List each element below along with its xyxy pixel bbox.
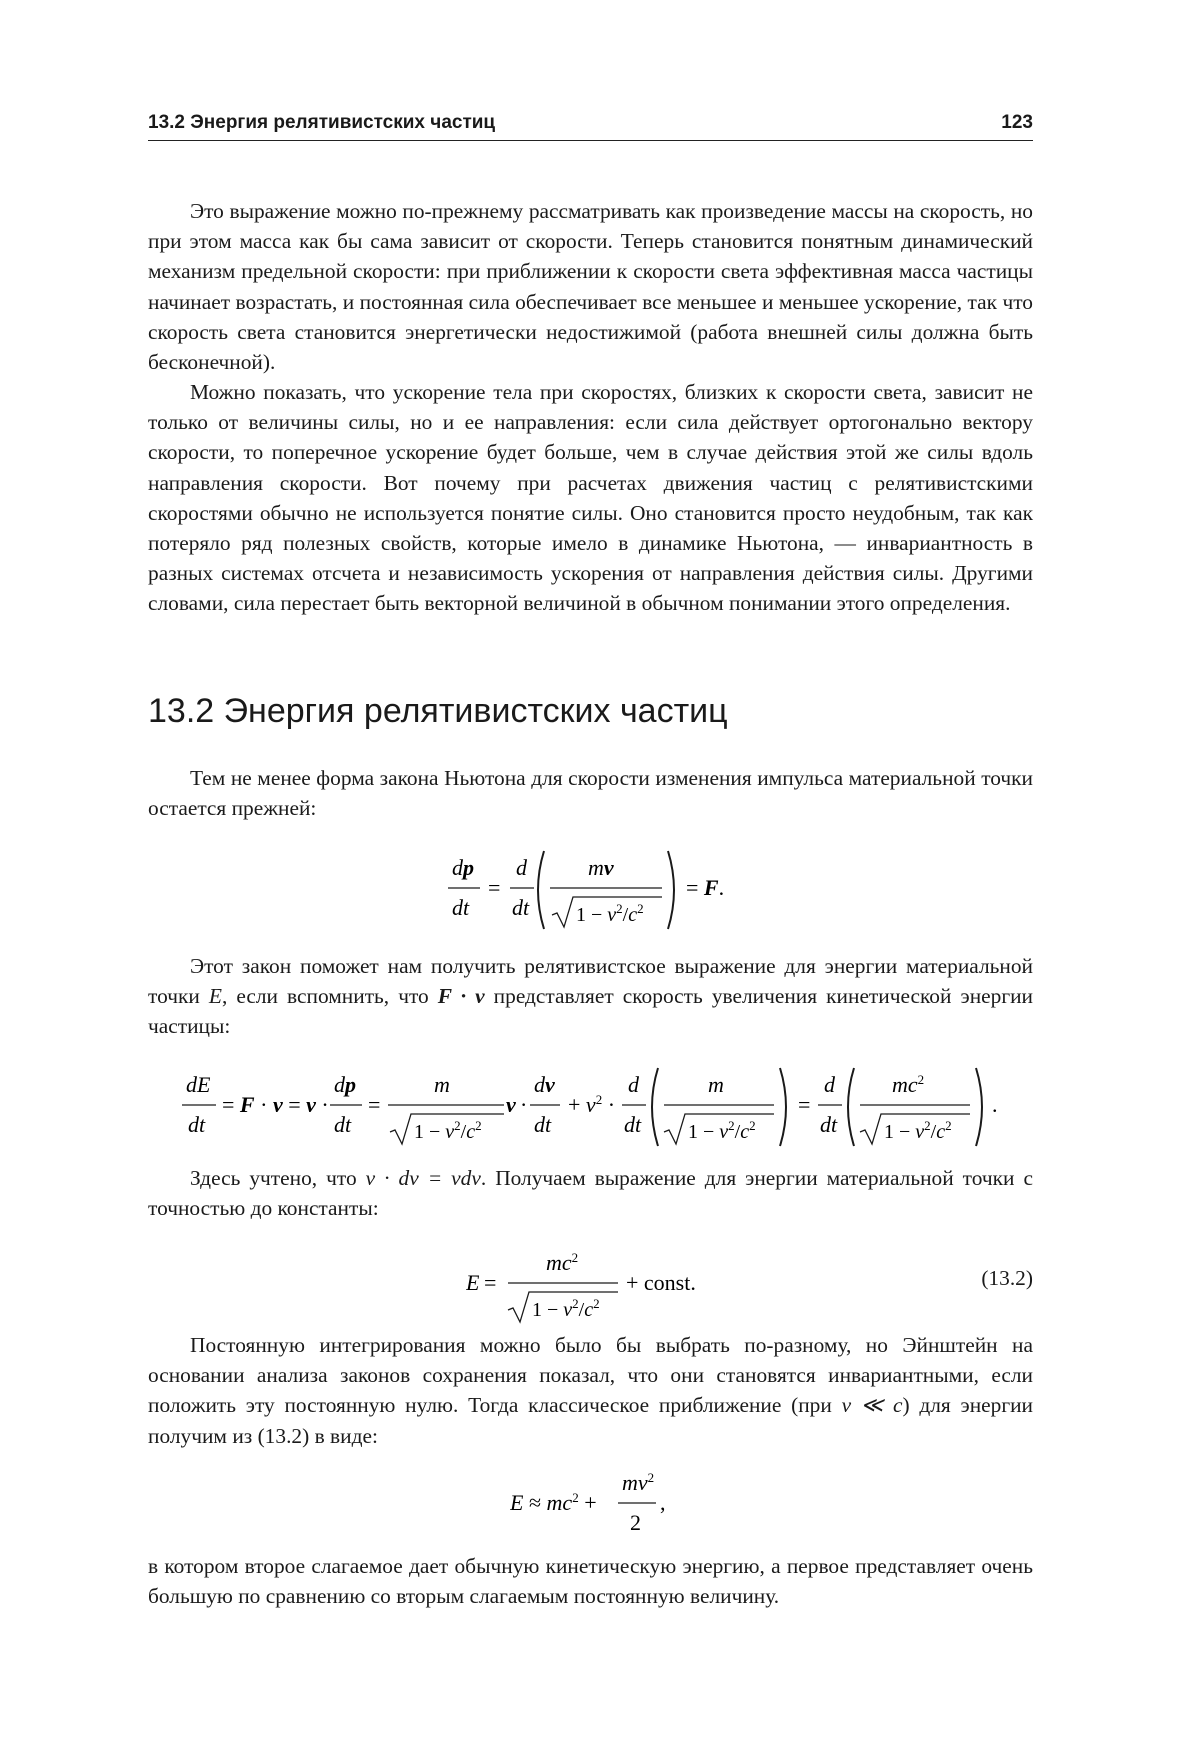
svg-text:dt: dt — [624, 1112, 642, 1137]
svg-text:dE: dE — [186, 1072, 211, 1097]
svg-text:E ≈ mc2 +: $E \approx mc^2$ + — [510, 1490, 597, 1515]
text-run: , если вспомнить, что — [221, 984, 438, 1009]
svg-text:= F.: = F. — [686, 875, 725, 900]
svg-text:d: d — [628, 1072, 639, 1097]
svg-text:dt: dt — [512, 895, 530, 920]
svg-text:dt: dt — [334, 1112, 352, 1137]
svg-text:E: E — [466, 1270, 480, 1295]
symbol-F-dot-v: F · v — [437, 984, 485, 1009]
svg-text:dt: dt — [820, 1112, 838, 1137]
paragraph-energy-intro — [148, 951, 1033, 1042]
paragraph-einstein — [148, 1330, 1033, 1451]
svg-text:=: = — [368, 1092, 381, 1117]
symbol-E: E — [208, 984, 222, 1009]
equation-classical — [510, 1468, 690, 1538]
paragraph-newton-law: Тем не менее форма закона Ньютона для скорости изменения импульса материальной точки остается прежней: — [148, 766, 1033, 821]
svg-text:+ const.: + const. — [626, 1270, 696, 1295]
svg-text:1 − v2/c2: $1 - v^2/c^2$ — [532, 1296, 600, 1321]
svg-text:mv2: $mv^2$ — [622, 1470, 655, 1495]
svg-text:mc2: $mc^2$ — [892, 1072, 925, 1097]
svg-text:1 − v2/c2: $1 - v^2/c^2$ — [414, 1118, 482, 1143]
svg-text:dp: dp — [452, 855, 474, 880]
equation-number: (13.2) — [981, 1266, 1033, 1290]
svg-text:m: m — [434, 1072, 450, 1097]
paragraph-constant — [148, 1163, 1033, 1223]
page-number: 123 — [1001, 112, 1033, 133]
equation-energy — [466, 1248, 716, 1328]
text-run: . Получаем выражение для энергии материальной точки с точностью до константы: — [148, 1166, 1033, 1221]
symbol-v-much-less-c: v ≪ c — [841, 1393, 903, 1418]
svg-text:mc2: $mc^2$ — [546, 1250, 579, 1275]
svg-text:dp: dp — [334, 1072, 356, 1097]
svg-text:d: d — [824, 1072, 835, 1097]
text-run: Этот закон поможет нам получить релятивистское выражение для энергии материальной точки — [148, 954, 1033, 1009]
text-run: представляет скорость увеличения кинетической энергии частицы: — [148, 984, 1033, 1039]
svg-text:mv: mv — [588, 855, 614, 880]
svg-text:+ v2 ·: + $v^2$ · — [568, 1092, 616, 1117]
svg-text:=: = — [798, 1092, 811, 1117]
svg-text:2: 2 — [630, 1510, 641, 1535]
paragraph-force-direction: Можно показать, что ускорение тела при скоростях, близких к скорости света, зависит не только от величины силы, но и ее направления: если сила действует ортогонально вектору скорости, то поперечное ускорение будет больше, чем в случае действия этой же силы вдоль направления скорости. Вот почему при расчетах движения частиц с релятивистскими скоростями обычно не используется понятие силы. Оно становится просто неудобным, так как потеряло ряд полезных свойств, которые имело в динамике Ньютона, — инвариантность в разных системах отсчета и независимость ускорения от направления действия силы. Другими словами, сила перестает быть векторной величиной в обычном понимании этого определения. — [148, 380, 1033, 616]
book-page — [148, 0, 1033, 1754]
equation-energy-rate — [182, 1062, 1002, 1152]
svg-text:.: . — [992, 1092, 998, 1117]
symbol-v-dv: v · dv = vdv — [365, 1166, 481, 1190]
svg-text:1 − v2/c2: $1 - v^2/c^2$ — [688, 1118, 756, 1143]
svg-text:,: , — [660, 1490, 666, 1515]
text-run: ) для энергии получим из (13.2) в виде: — [148, 1393, 1034, 1448]
svg-text:m: m — [708, 1072, 724, 1097]
paragraph-conclusion: в котором второе слагаемое дает обычную кинетическую энергию, а первое представляет очень большую по сравнению со вторым слагаемым постоянную величину. — [148, 1554, 1033, 1609]
svg-text:1 − v2/c2: $1 - v^2/c^2$ — [576, 901, 644, 926]
text-run: Здесь учтено, что — [190, 1166, 366, 1190]
running-header-title: 13.2 Энергия релятивистских частиц — [148, 112, 496, 133]
svg-text:1 − v2/c2: $1 - v^2/c^2$ — [884, 1118, 952, 1143]
svg-text:dt: dt — [452, 895, 470, 920]
svg-text:=: = — [488, 875, 501, 900]
svg-text:·: · — [520, 1092, 528, 1117]
equation-momentum — [440, 845, 740, 935]
text-run: Постоянную интегрирования можно было бы выбрать по-разному, но Эйнштейн на основании анализа законов сохранения показал, что они становятся инвариантными, если положить эту постоянную нулю. Тогда классическое приближение (при — [148, 1333, 1033, 1418]
svg-text:dv: dv — [534, 1072, 555, 1097]
section-heading: 13.2 Энергия релятивистских частиц — [148, 692, 728, 730]
svg-text:dt: dt — [534, 1112, 552, 1137]
paragraph-effective-mass: Это выражение можно по-прежнему рассматривать как произведение массы на скорость, но при этом масса как бы сама зависит от скорости. Теперь становится понятным динамический механизм предельной скорости: при приближении к скорости света эффективная масса частицы начинает возрастать, и постоянная сила обеспечивает все меньшее и меньшее ускорение, так что скорость света становится энергетически недостижимой (работа внешней силы должна быть бесконечной). — [148, 199, 1033, 375]
svg-text:d: d — [516, 855, 527, 880]
svg-text:v: v — [506, 1092, 516, 1117]
svg-text:dt: dt — [188, 1112, 206, 1137]
running-header — [148, 110, 1033, 141]
svg-text:= F · v = v ·: = F · v = v · — [222, 1092, 329, 1117]
svg-text:=: = — [484, 1270, 497, 1295]
